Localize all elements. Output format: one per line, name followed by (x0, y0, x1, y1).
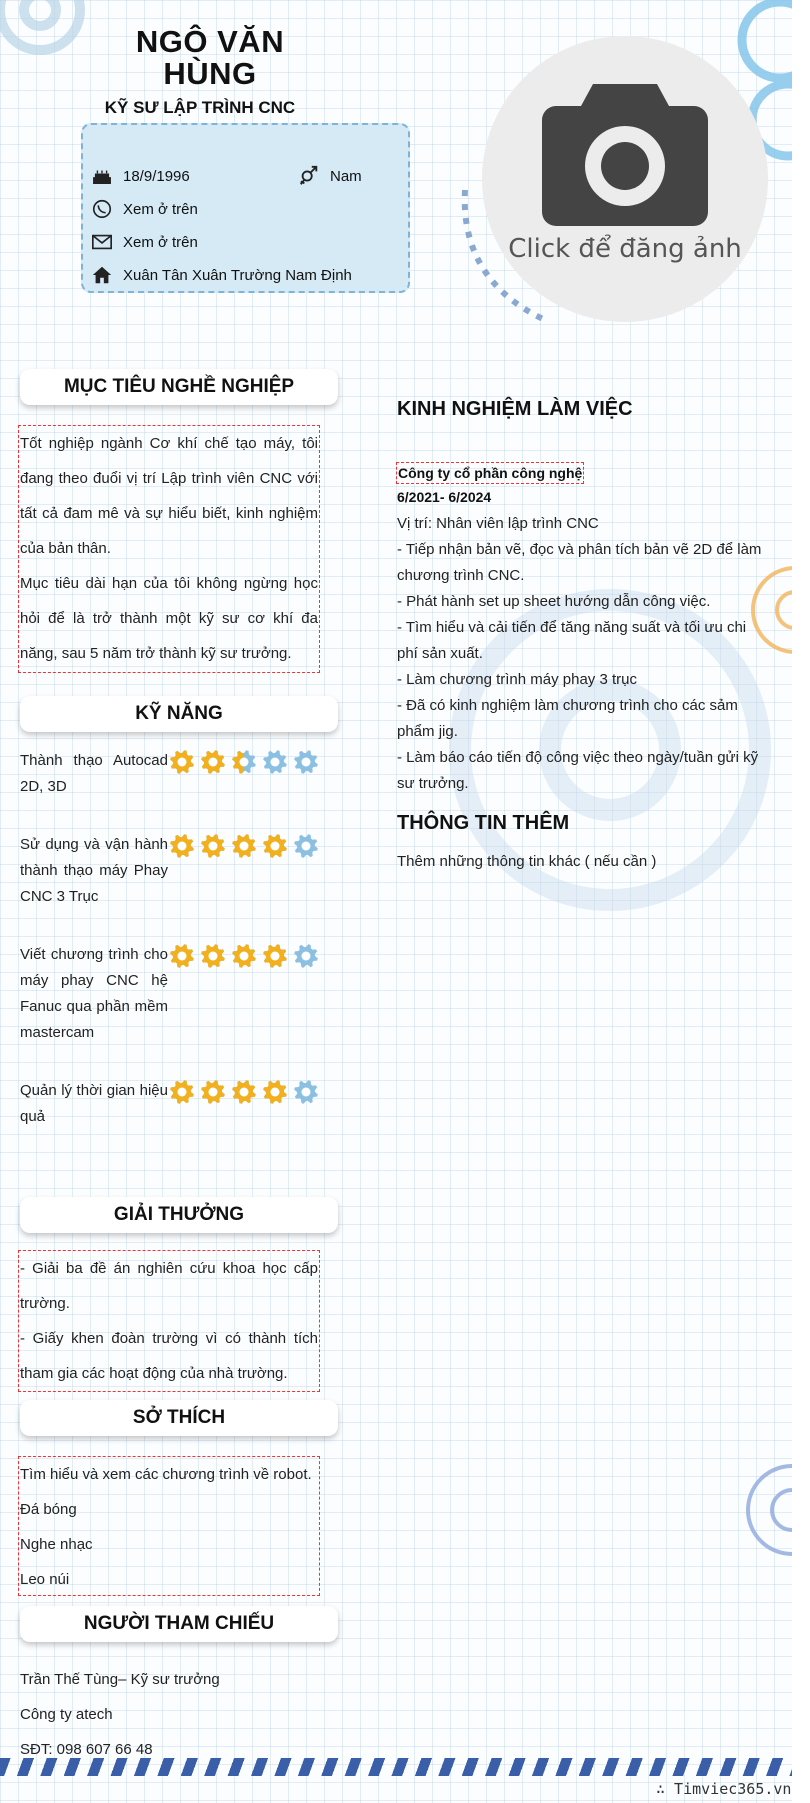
experience-heading: KINH NGHIỆM LÀM VIỆC (397, 398, 633, 420)
hobby-item: Đá bóng (20, 1501, 77, 1518)
gear-decoration-bottom-right-icon (740, 1440, 792, 1590)
rating-gear-icon[interactable] (230, 942, 258, 970)
rating-gear-icon[interactable] (230, 1078, 258, 1106)
references-heading: NGƯỜI THAM CHIẾU (20, 1606, 338, 1642)
rating-gear-icon[interactable] (230, 748, 258, 776)
camera-icon (538, 80, 712, 230)
contact-email (91, 231, 198, 253)
objective-paragraph-2: Mục tiêu dài hạn của tôi không ngừng học hỏi để là trở thành một kỹ sư cơ khí đa năng, sau 5 năm trở thành kỹ sư trưởng. (20, 575, 318, 662)
phone-value: Xem ở trên (123, 200, 198, 218)
contact-birthday (91, 165, 190, 187)
skill-label: Sử dụng và vận hành thành thạo máy Phay CNC 3 Trục (20, 836, 168, 905)
brand-watermark: ∴ Timviec365.vn (656, 1780, 792, 1798)
gender-value: Nam (330, 167, 362, 185)
email-value: Xem ở trên (123, 233, 198, 251)
skill-label: Quản lý thời gian hiệu quả (20, 1082, 168, 1125)
awards-heading: GIẢI THƯỞNG (20, 1197, 338, 1233)
name-line-2: HÙNG (163, 56, 257, 91)
footer-stripe (0, 1758, 792, 1776)
contact-address (91, 264, 352, 286)
skill-label: Viết chương trình cho máy phay CNC hệ Fanuc qua phần mềm mastercam (20, 946, 168, 1041)
experience-line: - Làm báo cáo tiến độ công việc theo ngày/tuần gửi kỹ sư trưởng. (397, 749, 759, 792)
objective-box[interactable] (18, 425, 320, 673)
rating-gear-icon[interactable] (261, 748, 289, 776)
extra-info-heading: THÔNG TIN THÊM (397, 812, 570, 834)
experience-details[interactable] (397, 511, 767, 797)
rating-gear-icon[interactable] (168, 942, 196, 970)
avatar-upload-label: Click để đăng ảnh (508, 234, 742, 264)
avatar-upload[interactable] (482, 36, 768, 322)
reference-item: Công ty atech (20, 1706, 113, 1723)
job-title: KỸ SƯ LẬP TRÌNH CNC (104, 98, 296, 117)
experience-line: - Phát hành set up sheet hướng dẫn công việc. (397, 593, 711, 610)
references-box[interactable] (20, 1662, 320, 1767)
rating-gear-icon[interactable] (199, 1078, 227, 1106)
reference-item: Trần Thế Tùng– Kỹ sư trưởng (20, 1671, 220, 1688)
rating-gear-icon[interactable] (199, 748, 227, 776)
reference-item: SĐT: 098 607 66 48 (20, 1741, 153, 1758)
rating-gear-icon[interactable] (168, 1078, 196, 1106)
right-margin (792, 0, 810, 1803)
home-icon (91, 264, 113, 286)
candidate-name (110, 26, 310, 90)
objective-heading: MỤC TIÊU NGHỀ NGHIỆP (20, 369, 338, 405)
experience-line: - Đã có kinh nghiệm làm chương trình cho các sảm phẩm jig. (397, 697, 738, 740)
skill-rating[interactable] (168, 1078, 320, 1106)
rating-gear-icon[interactable] (168, 748, 196, 776)
hobbies-box[interactable] (18, 1456, 320, 1596)
contact-box (81, 123, 410, 293)
rating-gear-icon[interactable] (199, 942, 227, 970)
envelope-icon (91, 231, 113, 253)
rating-gear-icon[interactable] (292, 832, 320, 860)
rating-gear-icon[interactable] (261, 832, 289, 860)
skill-rating[interactable] (168, 832, 320, 860)
experience-period: 6/2021- 6/2024 (397, 489, 492, 505)
experience-line: - Tiếp nhận bản vẽ, đọc và phân tích bản vẽ 2D để làm chương trình CNC. (397, 541, 762, 584)
awards-box[interactable] (18, 1250, 320, 1392)
name-line-1: NGÔ VĂN (135, 24, 285, 59)
rating-gear-icon[interactable] (168, 832, 196, 860)
rating-gear-icon[interactable] (261, 942, 289, 970)
experience-line: Vị trí: Nhân viên lập trình CNC (397, 515, 599, 532)
hobby-item: Nghe nhạc (20, 1536, 93, 1553)
skills-heading: KỸ NĂNG (20, 696, 338, 732)
award-item-1: - Giải ba đề án nghiên cứu khoa học cấp trường. (20, 1260, 318, 1312)
skill-rating[interactable] (168, 942, 320, 970)
hobbies-heading: SỞ THÍCH (20, 1400, 338, 1436)
experience-company[interactable]: Công ty cổ phần công nghệ (396, 462, 584, 484)
rating-gear-icon[interactable] (230, 832, 258, 860)
skill-label: Thành thạo Autocad 2D, 3D (20, 752, 168, 795)
experience-line: - Làm chương trình máy phay 3 trục (397, 671, 637, 688)
rating-gear-icon[interactable] (292, 1078, 320, 1106)
birthday-value: 18/9/1996 (123, 167, 190, 185)
hobby-item: Leo núi (20, 1571, 70, 1588)
hobby-item: Tìm hiểu và xem các chương trình về robot. (20, 1466, 312, 1483)
skill-rating[interactable] (168, 748, 320, 776)
extra-info-text[interactable]: Thêm những thông tin khác ( nếu cần ) (397, 853, 657, 870)
experience-line: - Tìm hiểu và cải tiến để tăng năng suất và tối ưu chi phí sản xuất. (397, 619, 747, 662)
gender-icon (298, 165, 320, 187)
objective-paragraph-1: Tốt nghiệp ngành Cơ khí chế tạo máy, tôi đang theo đuổi vị trí Lập trình viên CNC với tất cả đam mê và sự hiểu biết, kinh nghiệm của bản thân. (20, 435, 318, 557)
contact-gender (298, 165, 362, 187)
address-value: Xuân Tân Xuân Trường Nam Định (123, 266, 352, 284)
rating-gear-icon[interactable] (292, 748, 320, 776)
whatsapp-phone-icon (91, 198, 113, 220)
rating-gear-icon[interactable] (261, 1078, 289, 1106)
contact-phone (91, 198, 198, 220)
rating-gear-icon[interactable] (199, 832, 227, 860)
award-item-2: - Giấy khen đoàn trường vì có thành tích tham gia các hoạt động của nhà trường. (20, 1330, 318, 1382)
rating-gear-icon[interactable] (292, 942, 320, 970)
birthday-cake-icon (91, 165, 113, 187)
